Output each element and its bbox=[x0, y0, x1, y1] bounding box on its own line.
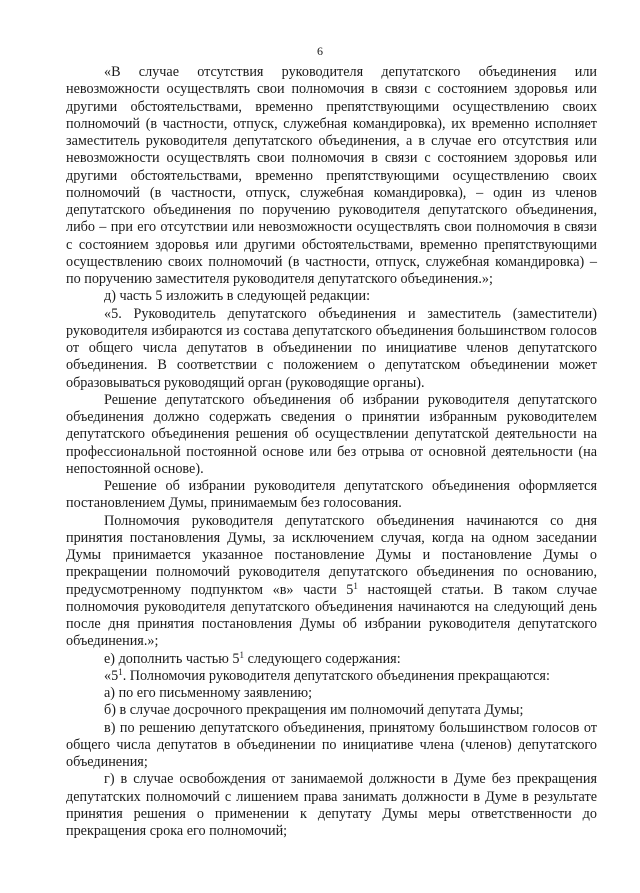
paragraph-amendment-d: д) часть 5 изложить в следующей редакции: bbox=[104, 288, 371, 305]
list-item-a: а) по его письменному заявлению; bbox=[104, 685, 313, 701]
text-segment: е) дополнить частью 5 bbox=[104, 650, 240, 667]
list-item-b: б) в случае досрочного прекращения им полномочий депутата Думы; bbox=[104, 702, 524, 719]
paragraph-powers-start bbox=[66, 513, 597, 651]
text-segment: «5 bbox=[104, 667, 119, 684]
superscript: 1 bbox=[353, 580, 358, 591]
superscript: 1 bbox=[239, 649, 245, 660]
paragraph-part-5-1-heading bbox=[66, 668, 597, 685]
list-item-v: в) по решению депутатского объединения, принятому большинством голосов от общего числа депутатов в объединении по инициативе члена (членов) депутатского объединения; bbox=[66, 719, 597, 770]
page-number: 6 bbox=[317, 44, 323, 58]
paragraph-election-decision-content: Решение депутатского объединения об избрании руководителя депутатского объединения должно содержать сведения о принятии избранным руководителем депутатского объединения решения об осуществлении депутатской деятельности на профессиональной постоянной основе или без отрыва от основной деятельности (на непостоянной основе). bbox=[66, 391, 597, 477]
paragraph-part-5-election: «5. Руководитель депутатского объединения и заместитель (заместители) руководителя избираются из состава депутатского объединения большинством голосов от общего числа депутатов в объединении по инициативе членов депутатского объединения. В соответствии с положением о депутатском объединении может образовываться руководящий орган (руководящие органы). bbox=[66, 305, 597, 391]
text-segment: настоящей статьи. В таком случае полномочия руководителя депутатского объединения начинаются на следующий день после дня принятия постановления Думы об избрании руководителя депутатского объединения.»; bbox=[66, 581, 597, 650]
document-body bbox=[66, 64, 597, 840]
text-segment: . Полномочия руководителя депутатского объединения прекращаются: bbox=[122, 667, 550, 684]
superscript: 1 bbox=[118, 666, 123, 677]
paragraph-quoted-absence-rule: «В случае отсутствия руководителя депутатского объединения или невозможности осуществлять свои полномочия в связи с состоянием здоровья или другими обстоятельствами, временно препятствующими осуществлению своих полномочий (в частности, отпуск, служебная командировка), их временно исполняет заместитель руководителя депутатского объединения, а в случае его отсутствия или невозможности осуществлять свои полномочия в связи с состоянием здоровья или другими обстоятельствами, временно препятствующими осуществлению своих полномочий (в частности, отпуск, служебная командировка), – один из членов депутатского объединения по поручению руководителя депутатского объединения, либо – при его отсутствии или невозможности осуществлять свои полномочия в связи с состоянием здоровья или другими обстоятельствами, временно препятствующими осуществлению своих полномочий (в частности, отпуск, служебная командировка) – по поручению заместителя руководителя депутатского объединения.»; bbox=[66, 64, 597, 287]
text-segment: следующего содержания: bbox=[244, 650, 401, 667]
text-segment: Полномочия руководителя депутатского объединения начинаются со дня принятия постановления Думы, за исключением случая, когда на одном заседании Думы принимается указанное постановление Думы и постановление Думы о прекращении полномочий руководителя депутатского объединения по основанию, предусмотренному подпунктом «в» части 5 bbox=[66, 512, 597, 598]
list-item-g: г) в случае освобождения от занимаемой должности в Думе без прекращения депутатских полномочий с лишением права занимать должности в Думе в результате принятия решения о применении к депутату Думы меры ответственности до прекращения срока его полномочий; bbox=[66, 771, 597, 839]
paragraph-amendment-e bbox=[66, 651, 597, 668]
paragraph-election-resolution: Решение об избрании руководителя депутатского объединения оформляется постановлением Думы, принимаемым без голосования. bbox=[66, 478, 597, 512]
